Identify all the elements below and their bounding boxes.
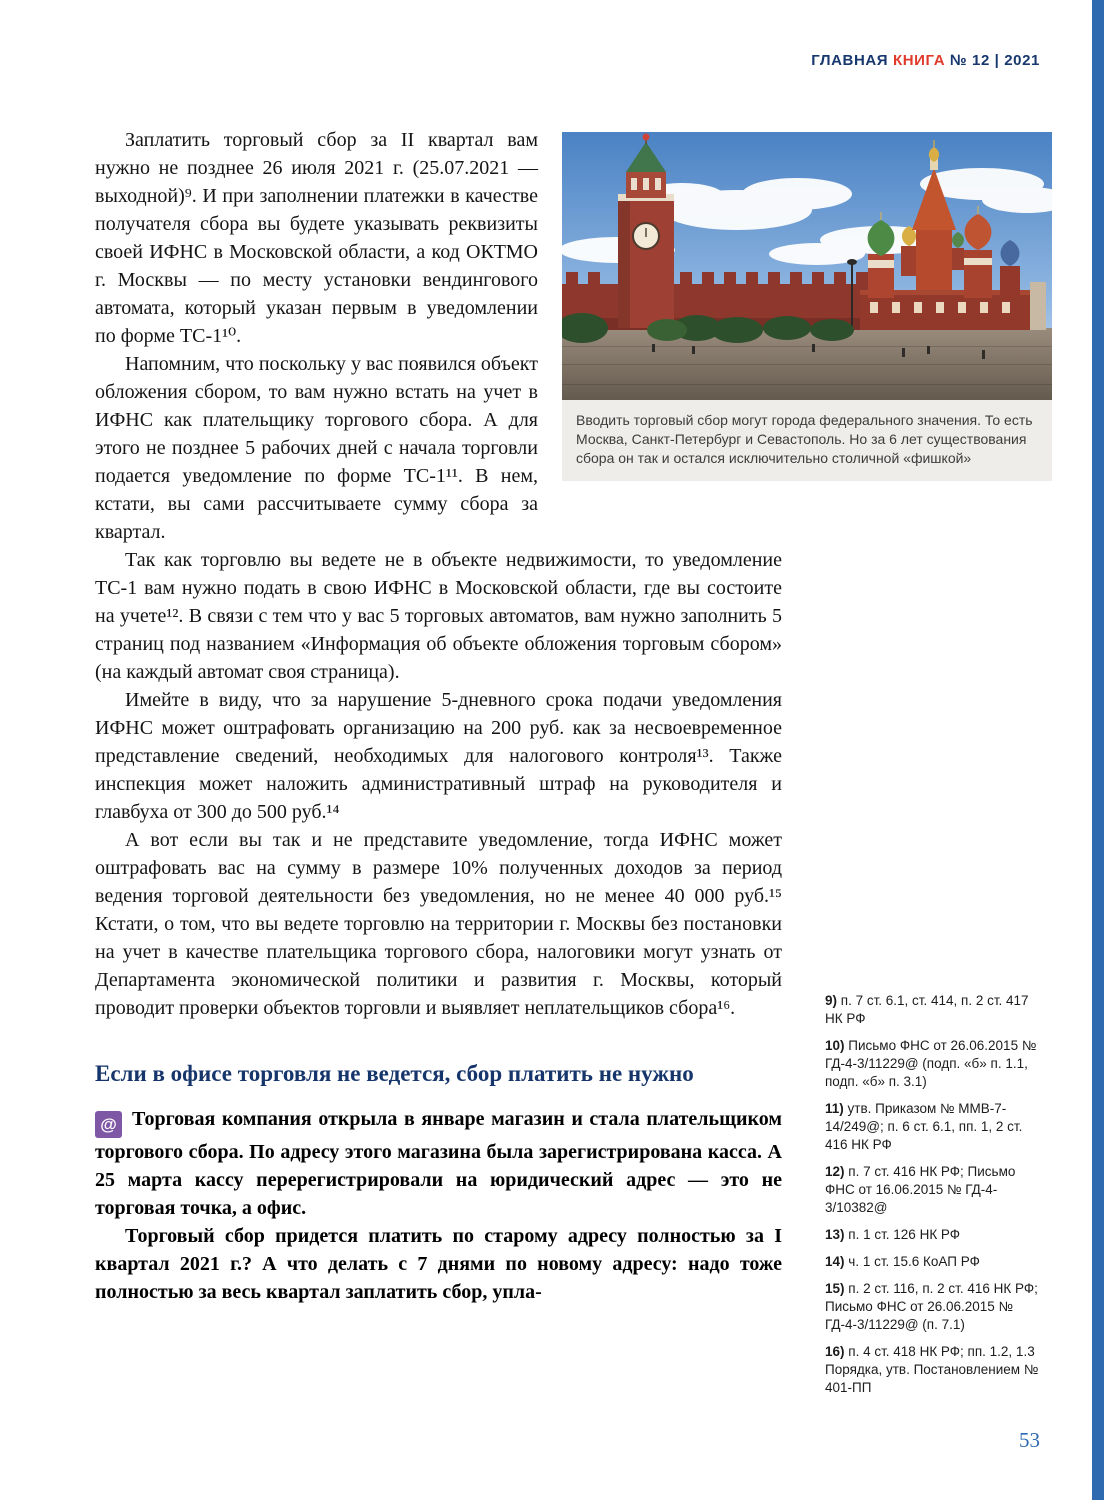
footnote-text: п. 4 ст. 418 НК РФ; пп. 1.2, 1.3 Порядка, утв. Постановлением № 401-ПП [825, 1344, 1039, 1395]
footnote-number: 9) [825, 993, 838, 1008]
footnote-number: 12) [825, 1164, 845, 1179]
footnote [825, 992, 1045, 1028]
body-paragraph: Напомним, что поскольку у вас появился объект обложения сбором, то вам нужно встать на учет в ИФНС как плательщику торгового сбора. А для этого не позднее 5 рабочих дней с начала торговли подается уведомление по форме ТС-1¹¹. В нем, кстати, вы сами рассчитываете сумму сбора за квартал. [95, 353, 538, 543]
masthead [811, 52, 1040, 69]
footnote-number: 14) [825, 1254, 845, 1269]
question-text: Торговая компания открыла в январе магазин и стала плательщиком торгового сбора. По адресу этого магазина была зарегистрирована касса. А 25 марта кассу перерегистрировали на юридический адрес — это не торговая точка, а офис. [95, 1108, 782, 1219]
body-paragraph: Имейте в виду, что за нарушение 5-дневного срока подачи уведомления ИФНС может оштрафовать организацию на 200 руб. как за несвоевременное представление сведений, необходимых для налогового контроля¹³. Также инспекция может наложить административный штраф на руководителя и главбуха от 300 до 500 руб.¹⁴ [95, 689, 782, 823]
footnote-text: утв. Приказом № ММВ-7-14/249@; п. 6 ст. 6.1, пп. 1, 2 ст. 416 НК РФ [825, 1101, 1023, 1152]
brand-part1: ГЛАВНАЯ [811, 52, 889, 69]
question-paragraph [95, 1105, 782, 1222]
photo-caption: Вводить торговый сбор могут города федерального значения. То есть Москва, Санкт-Петербург и Севастополь. Но за 6 лет существования сбора он так и остался исключительно столичной «фишкой» [562, 400, 1052, 481]
footnote-text: п. 7 ст. 6.1, ст. 414, п. 2 ст. 417 НК РФ [825, 993, 1029, 1026]
footnote-number: 10) [825, 1038, 845, 1053]
body-paragraph: А вот если вы так и не представите уведомление, тогда ИФНС может оштрафовать вас на сумму в размере 10% полученных доходов за период ведения торговой деятельности без уведомления, но не менее 40 000 руб.¹⁵ Кстати, о том, что вы ведете торговлю на территории г. Москвы без постановки на учет в качестве плательщика торгового сбора, налоговики могут узнать от Департамента экономической политики и развития г. Москвы, который проводит проверки объектов торговли и выявляет неплательщиков сбора¹⁶. [95, 829, 782, 1019]
footnotes-column [825, 992, 1045, 1406]
footnote-text: Письмо ФНС от 26.06.2015 № ГД-4-3/11229@ (подп. «б» п. 1.1, подп. «б» п. 3.1) [825, 1038, 1037, 1089]
footnote [825, 1037, 1045, 1091]
footnote-text: п. 7 ст. 416 НК РФ; Письмо ФНС от 16.06.2015 № ГД-4-3/10382@ [825, 1164, 1016, 1215]
brand-part2: КНИГА [892, 52, 946, 69]
page-edge-bar [1092, 0, 1104, 1500]
body-paragraph: Так как торговлю вы ведете не в объекте недвижимости, то уведомление ТС-1 вам нужно подать в свою ИФНС в Московской области, где вы состоите на учете¹². В связи с тем что у вас 5 торговых автоматов, вам нужно заполнить 5 страниц под названием «Информация об объекте обложения торговым сбором» (на каждый автомат своя страница). [95, 549, 782, 683]
footnote [825, 1253, 1045, 1271]
article-photo [562, 132, 1052, 481]
issue-label: № 12 | 2021 [949, 52, 1040, 69]
question-paragraph: Торговый сбор придется платить по старому адресу полностью за I квартал 2021 г.? А что делать с 7 днями по новому адресу: надо тоже полностью за весь квартал заплатить сбор, упла- [95, 1225, 782, 1303]
page-number: 53 [1019, 1428, 1040, 1452]
footnote [825, 1343, 1045, 1397]
body-paragraph: Заплатить торговый сбор за II квартал вам нужно не позднее 26 июля 2021 г. (25.07.2021 — выходной)⁹. И при заполнении платежки в качестве получателя сбора вы будете указывать реквизиты своей ИФНС в Московской области, а код ОКТМО г. Москвы — по месту установки вендингового автомата, который указан первым в уведомлении по форме ТС-1¹⁰. [95, 129, 538, 347]
footnote-number: 15) [825, 1281, 845, 1296]
footnote-number: 11) [825, 1101, 844, 1116]
footnote [825, 1280, 1045, 1334]
footnote [825, 1226, 1045, 1244]
footnote [825, 1163, 1045, 1217]
footnote-number: 13) [825, 1227, 845, 1242]
footnote-number: 16) [825, 1344, 845, 1359]
footnote-text: п. 1 ст. 126 НК РФ [848, 1227, 961, 1242]
footnote-text: п. 2 ст. 116, п. 2 ст. 416 НК РФ; Письмо ФНС от 26.06.2015 № ГД-4-3/11229@ (п. 7.1) [825, 1281, 1038, 1332]
footnote [825, 1100, 1045, 1154]
section-heading: Если в офисе торговля не ведется, сбор платить не нужно [95, 1061, 694, 1086]
at-icon: @ [95, 1111, 122, 1138]
red-square-photo [562, 132, 1052, 400]
footnote-text: ч. 1 ст. 15.6 КоАП РФ [848, 1254, 980, 1269]
